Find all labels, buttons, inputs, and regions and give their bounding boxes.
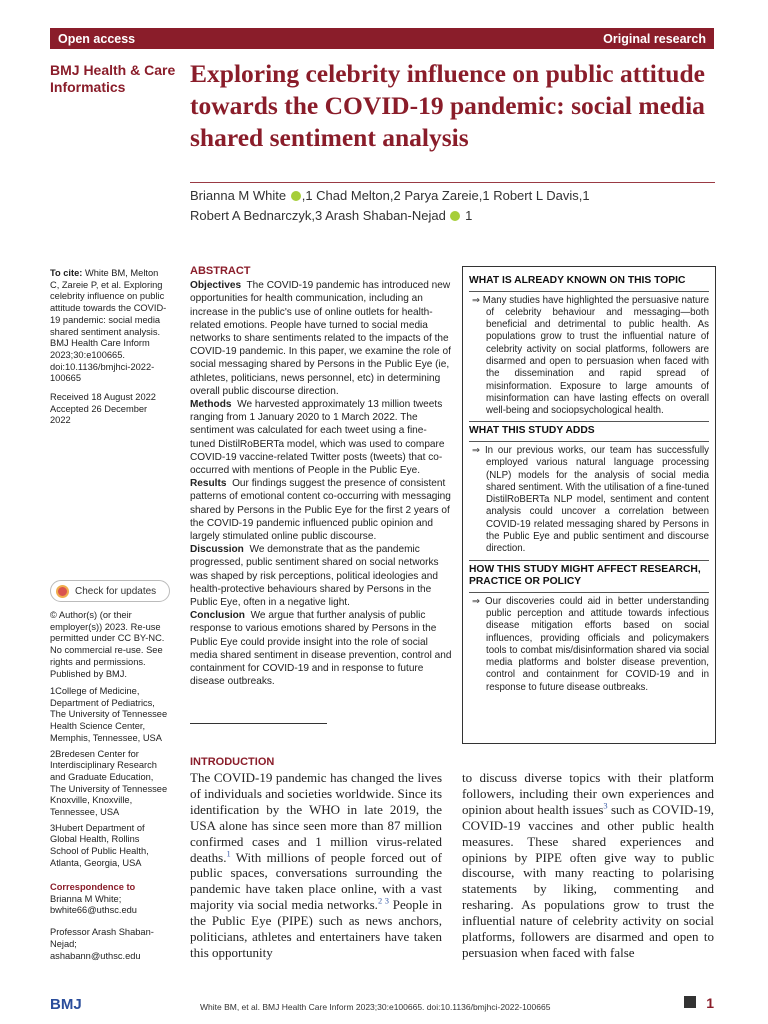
conclusion-label: Conclusion [190,610,245,622]
abstract [190,265,452,689]
title-divider [190,182,715,183]
introduction-heading: INTRODUCTION [190,756,275,768]
intro-text: People in the Public Eye (PIPE) such as news anchors, politicians, athletes and entertainers have taken this opportunity [190,897,442,960]
discussion-label: Discussion [190,544,244,556]
affect-heading: HOW THIS STUDY MIGHT AFFECT RESEARCH, PRACTICE OR POLICY [469,563,701,588]
reference-link[interactable]: 2 3 [377,895,389,906]
intro-column-2 [462,770,714,961]
check-updates-label: Check for updates [75,585,157,597]
top-banner [50,28,714,49]
abstract-objectives [190,279,452,398]
author-rest-2: Robert A Bednarczyk,3 Arash Shaban-Nejad [190,208,446,223]
abstract-heading: ABSTRACT [190,265,251,277]
affiliations-block [50,686,168,870]
box-rule [469,560,709,561]
bmj-logo: BMJ [50,996,82,1013]
article-title: Exploring celebrity influence on public attitude towards the COVID-19 pandemic: social media shared sentiment analysis [190,59,705,152]
results-text: Our findings suggest the presence of consistent patterns of emotional content co-occurring with messaging shared by Persons in the Public Eye for the first 2 years of the COVID-19 pandemic influenced public opinion and largely stimulated online public discourse. [190,478,451,543]
footer-citation: White BM, et al. BMJ Health Care Inform 2023;30:e100665. doi:10.1136/bmjhci-2022-100665 [200,1002,551,1012]
affiliation-3: 3Hubert Department of Global Health, Rollins School of Public Health, Atlanta, Georgia, USA [50,822,149,868]
discussion-text: We demonstrate that as the pandemic progressed, public sentiment shared on social networks was shaped by risk perceptions, political ideologies and health-protective behaviours shared by Persons in the Public Eye, often in a negative light. [190,544,439,609]
known-text: ⇒ Many studies have highlighted the persuasive nature of celebrity behaviour and messaging—both beneficial and detrimental to public health. As populations grow to trust the influential nature of celebrity activity on social platforms, followers are disarmed and open to persuasion when faced with the dissemination and rapid spread of misinformation. Exposure to large amounts of misinformation can have lasting effects on overall well-being and sociopsychological health. [472,294,709,417]
affiliation-1: 1College of Medicine, Department of Pediatrics, The University of Tennessee Health Science Center, Memphis, Tennessee, USA [50,686,168,743]
cite-label: To cite: [50,268,83,278]
known-heading: WHAT IS ALREADY KNOWN ON THIS TOPIC [469,275,686,286]
abstract-methods [190,398,452,477]
open-access-label: Open access [58,31,136,46]
reference-link[interactable]: 1 [226,848,231,859]
adds-heading: WHAT THIS STUDY ADDS [469,425,595,437]
author-aff-mark: 1 [465,208,473,223]
intro-text: to discuss diverse topics with their platform followers, including their own experiences and opinion about health issues [462,770,714,817]
received-date: Received 18 August 2022 [50,392,156,402]
abstract-discussion [190,543,452,609]
author-white[interactable]: Brianna M White [190,188,287,203]
box-rule [469,441,709,442]
conclusion-text: We argue that further analysis of public response to various emotions shared by Persons in the Public Eye could provide insight into the role of social media shared sentiment in disease prevention, control and containment for COVID-19 and in response to future disease outbreaks. [190,610,452,688]
correspondence-2[interactable]: Professor Arash Shaban-Nejad; ashabann@uthsc.edu [50,927,154,961]
objectives-label: Objectives [190,280,242,292]
reference-link[interactable]: 3 [603,800,608,811]
affiliation-2: 2Bredesen Center for Interdisciplinary Research and Graduate Education, The University of Tennessee Knoxville, Knoxville, Tennessee, USA [50,748,168,818]
box-rule [469,592,709,593]
abstract-conclusion [190,609,452,688]
correspondence-block [50,882,168,962]
correspondence-1[interactable]: Brianna M White; bwhite66@uthsc.edu [50,893,137,916]
dates-block [50,392,168,427]
results-label: Results [190,478,227,490]
check-updates-button[interactable] [50,580,170,602]
page-marker-icon [684,996,696,1008]
page-footer [50,995,714,1018]
objectives-text: The COVID-19 pandemic has introduced new opportunities for health communication, including an increase in the public's use of online outlets for health-related emotions. People have turned to social media networks to share sentiments related to the impacts of the COVID-19 pandemic. In this paper, we examine the role of social messaging shared by Persons in the Public Eye (ie, athletes, politicians, news personnel, etc) in determining overall public discourse direction. [190,280,451,397]
article-type-label: Original research [603,31,706,46]
correspondence-label: Correspondence to [50,882,136,892]
abstract-results [190,477,452,543]
citation-block [50,268,168,385]
intro-column-1 [190,770,442,961]
summary-box [462,266,716,744]
intro-text: With millions of people forced out of public spaces, conversations surrounding the pandemic have taken place online, with a vast majority via social media networks. [190,849,442,913]
box-rule [469,291,709,292]
page-number: 1 [706,995,714,1011]
intro-text: such as COVID-19, COVID-19 vaccines and other public health measures. These shared experiences and opinions by PIPE often give way to public discourse, with many reacting to polarising statements by liking, commenting and resharing. As populations grow to trust the influential nature of celebrity activity on social platforms, followers are disarmed and open to persuasion when faced with false [462,801,714,960]
author-rest-1: ,1 Chad Melton,2 Parya Zareie,1 Robert L Davis,1 [301,188,590,203]
methods-text: We harvested approximately 13 million tweets ranging from 1 January 2020 to 1 March 2022. The sentiment was calculated for each tweet using a fine-tuned DistilRoBERTa model, which was used to compare COVID-19 vaccine-related Twitter posts (tweets) that co-occurred with mentions of People in the Public Eye. [190,399,445,477]
journal-name: BMJ Health & Care Informatics [50,62,176,95]
license-text: © Author(s) (or their employer(s)) 2023. Re-use permitted under CC BY-NC. No commercial re-use. See rights and permissions. Published by BMJ. [50,610,165,679]
orcid-icon[interactable] [450,211,460,221]
adds-text: ⇒ In our previous works, our team has successfully employed various natural language processing (NLP) models for the analysis of social media shared sentiment. With the utilisation of a fine-tuned DistilRoBERTa NLP model, sentiment and content analysis could uncover a correlation between COVID-19 related messaging shared by Persons in the Public Eye and public sentiment and discourse direction. [472,444,709,555]
crossmark-icon [56,585,69,598]
license-block [50,610,168,680]
author-list [190,186,715,226]
abstract-end-rule [190,723,327,724]
cite-text: White BM, Melton C, Zareie P, et al. Exploring celebrity influence on public attitude towards the COVID-19 pandemic: social media shared sentiment analysis. BMJ Health Care Inform 2023;30:e100665. doi:10.1136/bmjhci-2022-100665 [50,268,167,384]
intro-text: The COVID-19 pandemic has changed the lives of individuals and societies worldwide. Since its identification by the WHO in late 2019, the USA alone has since seen more than 87 million confirmed cases and 1 million virus-related deaths. [190,770,442,865]
methods-label: Methods [190,399,232,411]
affect-text: ⇒ Our discoveries could aid in better understanding public perception and attitude towards infectious disease mitigation efforts based on social influences, providing officials and policymakers tools to combat mis/disinformation shared via social media platforms and bolster disease prevention, control and containment for COVID-19 and in response to future disease outbreaks. [472,595,709,693]
orcid-icon[interactable] [291,191,301,201]
box-rule [469,421,709,422]
accepted-date: Accepted 26 December 2022 [50,403,148,426]
